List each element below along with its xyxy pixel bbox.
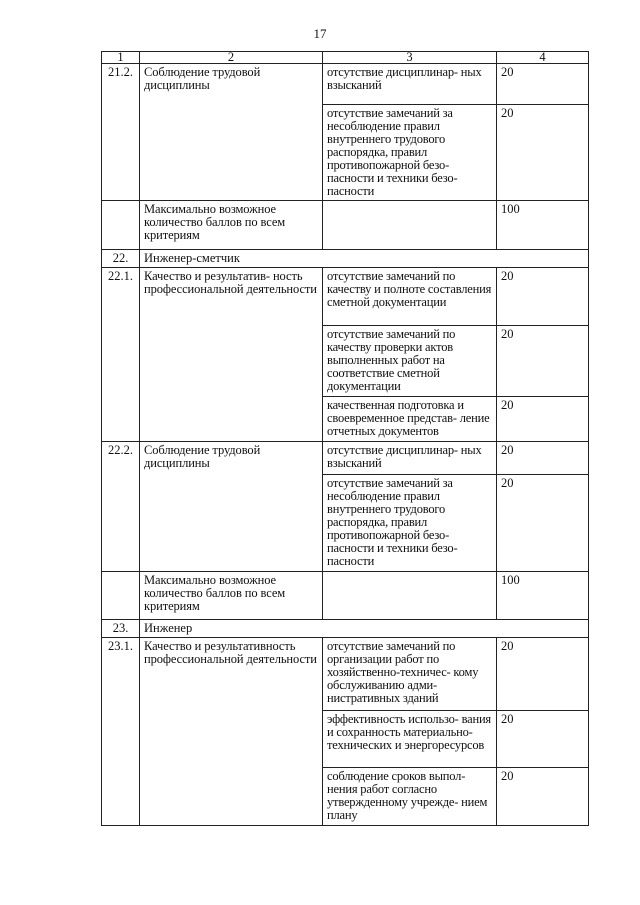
header-col-2: 2 (140, 52, 323, 64)
criterion-text: Качество и результативность профессиональной деятельности (140, 638, 323, 826)
indicator-text: качественная подготовка и своевременное представ- ление отчетных документов (323, 397, 497, 442)
table-row (102, 64, 589, 105)
indicator-text: отсутствие замечаний по качеству и полноте составления сметной документации (323, 268, 497, 326)
max-score-value: 100 (497, 572, 589, 620)
indicator-text: отсутствие замечаний по организации работ по хозяйственно-техничес- кому обслуживанию адми- нистративных зданий (323, 638, 497, 711)
empty-cell (323, 201, 497, 250)
criterion-text: Соблюдение трудовой дисциплины (140, 64, 323, 201)
indicator-text: отсутствие замечаний по качеству проверки актов выполненных работ на соответствие сметной документации (323, 326, 497, 397)
header-col-1: 1 (102, 52, 140, 64)
max-score-value: 100 (497, 201, 589, 250)
table-row (102, 201, 589, 250)
points-value: 20 (497, 768, 589, 826)
points-value: 20 (497, 268, 589, 326)
points-value: 20 (497, 442, 589, 475)
table-header-row (102, 52, 589, 64)
table-row (102, 572, 589, 620)
empty-cell (102, 572, 140, 620)
empty-cell (102, 201, 140, 250)
criteria-table (101, 51, 589, 826)
empty-cell (323, 572, 497, 620)
item-number: 22.2. (102, 442, 140, 572)
points-value: 20 (497, 711, 589, 768)
section-number: 22. (102, 250, 140, 268)
indicator-text: соблюдение сроков выпол- нения работ согласно утвержденному учрежде- нием плану (323, 768, 497, 826)
item-number: 23.1. (102, 638, 140, 826)
section-title: Инженер (140, 620, 589, 638)
criterion-text: Соблюдение трудовой дисциплины (140, 442, 323, 572)
table-row (102, 620, 589, 638)
points-value: 20 (497, 326, 589, 397)
item-number: 21.2. (102, 64, 140, 201)
item-number: 22.1. (102, 268, 140, 442)
max-score-label: Максимально возможное количество баллов по всем критериям (140, 572, 323, 620)
page-number: 17 (313, 26, 327, 41)
indicator-text: эффективность использо- вания и сохранность материально-технических и энергоресурсов (323, 711, 497, 768)
points-value: 20 (497, 397, 589, 442)
table-row (102, 268, 589, 326)
points-value: 20 (497, 475, 589, 572)
section-number: 23. (102, 620, 140, 638)
indicator-text: отсутствие дисциплинар- ных взысканий (323, 442, 497, 475)
header-col-3: 3 (323, 52, 497, 64)
points-value: 20 (497, 105, 589, 201)
indicator-text: отсутствие дисциплинар- ных взысканий (323, 64, 497, 105)
max-score-label: Максимально возможное количество баллов по всем критериям (140, 201, 323, 250)
indicator-text: отсутствие замечаний за несоблюдение правил внутреннего трудового распорядка, правил противопожарной безо- пасности и техники безо- пасности (323, 475, 497, 572)
points-value: 20 (497, 64, 589, 105)
points-value: 20 (497, 638, 589, 711)
indicator-text: отсутствие замечаний за несоблюдение правил внутреннего трудового распорядка, правил противопожарной безо- пасности и техники безо- пасности (323, 105, 497, 201)
table-row (102, 442, 589, 475)
table-row (102, 250, 589, 268)
header-col-4: 4 (497, 52, 589, 64)
section-title: Инженер-сметчик (140, 250, 589, 268)
table-row (102, 638, 589, 711)
criterion-text: Качество и результатив- ность профессиональной деятельности (140, 268, 323, 442)
